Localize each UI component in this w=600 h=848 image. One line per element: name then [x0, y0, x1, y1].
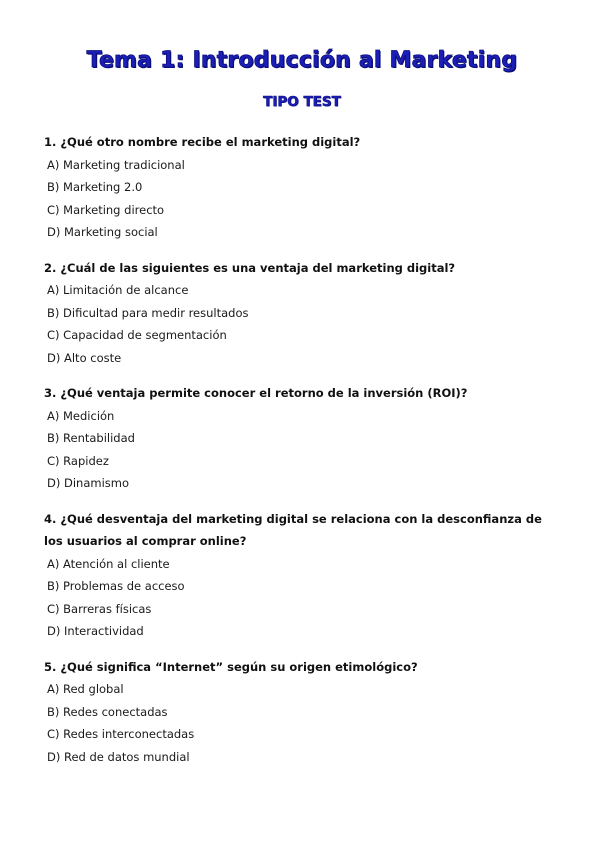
option-c: C) Barreras físicas	[47, 601, 152, 616]
question-text: 1. ¿Qué otro nombre recibe el marketing digital?	[44, 135, 361, 149]
option-a: A) Limitación de alcance	[47, 283, 189, 297]
question-5	[44, 656, 560, 769]
option-c: C) Capacidad de segmentación	[47, 328, 227, 342]
option-a: A) Red global	[47, 682, 124, 696]
option-b: B) Redes conectadas	[47, 704, 168, 719]
option-d: D) Marketing social	[47, 225, 158, 239]
option-c: C) Redes interconectadas	[47, 727, 195, 741]
option-d: D) Interactividad	[47, 624, 144, 638]
question-2	[44, 257, 560, 370]
option-d: D) Alto coste	[47, 350, 122, 365]
option-a: A) Atención al cliente	[47, 556, 170, 571]
question-3	[44, 382, 560, 495]
question-4	[44, 508, 560, 643]
question-text: 3. ¿Qué ventaja permite conocer el retorno de la inversión (ROI)?	[44, 386, 468, 400]
option-b: B) Dificultad para medir resultados	[47, 305, 249, 320]
question-text: 5. ¿Qué significa “Internet” según su origen etimológico?	[44, 659, 418, 674]
option-c: C) Rapidez	[47, 453, 109, 468]
question-list	[44, 131, 560, 768]
option-b: B) Problemas de acceso	[47, 579, 185, 593]
option-a: A) Marketing tradicional	[47, 157, 185, 172]
question-1	[44, 131, 560, 244]
option-a: A) Medición	[47, 408, 115, 423]
question-text: 2. ¿Cuál de las siguientes es una ventaja del marketing digital?	[44, 260, 456, 275]
page-subtitle: TIPO TEST	[263, 94, 341, 110]
option-b: B) Marketing 2.0	[47, 180, 143, 194]
option-b: B) Rentabilidad	[47, 431, 135, 445]
question-text: 4. ¿Qué desventaja del marketing digital se relaciona con la desconfianza de los usuarios al comprar online?	[44, 511, 542, 548]
option-d: D) Dinamismo	[47, 476, 130, 490]
option-c: C) Marketing directo	[47, 202, 165, 217]
page-title: Tema 1: Introducción al Marketing	[86, 48, 518, 73]
option-d: D) Red de datos mundial	[47, 749, 190, 764]
